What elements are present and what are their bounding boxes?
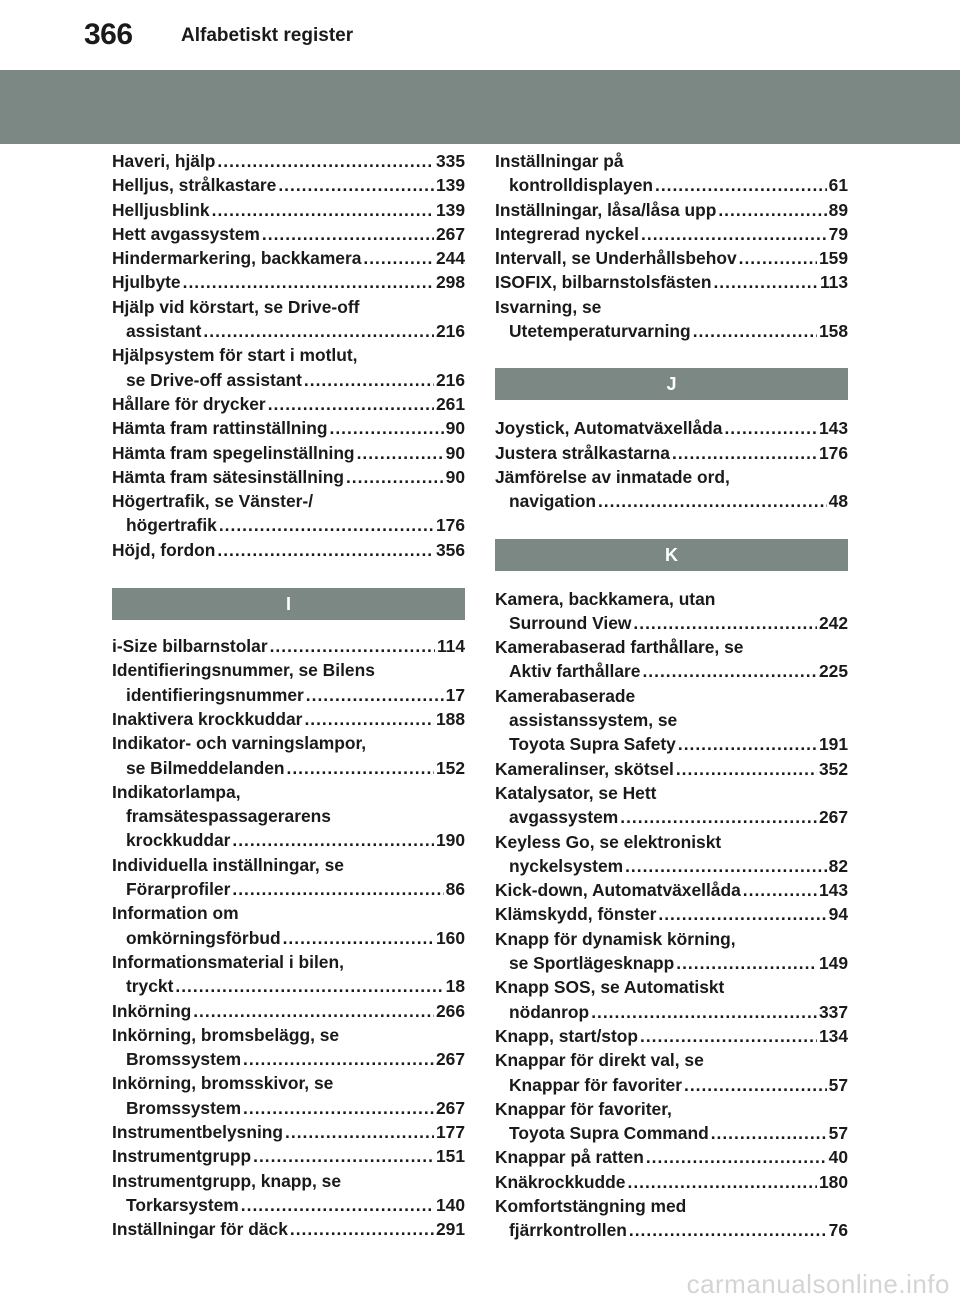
dot-leader [330, 416, 444, 440]
entry-text: Hämta fram rattinställning [112, 418, 328, 439]
index-entry [112, 149, 465, 173]
index-entry [495, 1024, 848, 1048]
index-entry [495, 198, 848, 222]
entry-text: ISOFIX, bilbarnstolsfästen [495, 272, 712, 293]
dot-leader [629, 1218, 827, 1242]
page-ref: 113 [819, 272, 848, 293]
entry-list-h [112, 149, 465, 562]
entry-text: navigation [509, 491, 596, 512]
index-entry [112, 222, 465, 246]
dot-leader [193, 999, 434, 1023]
dot-leader [363, 246, 434, 270]
entry-text: Förarprofiler [126, 879, 231, 900]
page-ref: 90 [445, 442, 465, 463]
page-ref: 159 [818, 248, 848, 269]
dot-leader [658, 902, 826, 926]
index-entry [112, 853, 465, 902]
entry-text: Integrerad nyckel [495, 223, 640, 244]
entry-text: Knappar för favoriter, [495, 1098, 672, 1119]
entry-text: nödanrop [509, 1001, 590, 1022]
index-entry [112, 246, 465, 270]
entry-text: Knappar för favoriter [509, 1074, 682, 1095]
dot-leader [672, 441, 817, 465]
dot-leader [283, 926, 434, 950]
dot-leader [743, 878, 817, 902]
entry-text: Komfortstängning med [495, 1195, 687, 1216]
entry-text: Surround View [509, 612, 632, 633]
entry-text: Information om [112, 903, 239, 924]
index-entry [495, 1048, 848, 1097]
page-ref: 335 [435, 151, 465, 171]
index-column-right [495, 149, 848, 1243]
index-entry [495, 684, 848, 757]
index-entry [495, 902, 848, 926]
entry-text: Knappar på ratten [495, 1147, 644, 1168]
page-ref: 139 [435, 199, 465, 220]
page-number: 366 [84, 18, 133, 51]
entry-text: assistanssystem, se [509, 710, 678, 731]
entry-text: Knapp, start/stop [495, 1025, 638, 1046]
entry-text: Hindermarkering, backkamera [112, 248, 362, 269]
entry-text: framsätespassagerarens [126, 806, 331, 827]
entry-text: högertrafik [126, 515, 217, 536]
page-ref: 190 [435, 830, 465, 851]
index-entry [112, 999, 465, 1023]
page-ref: 48 [828, 491, 848, 512]
page-ref: 94 [828, 904, 848, 925]
page-ref: 352 [818, 758, 848, 779]
entry-text: identifieringsnummer [126, 684, 304, 705]
page-ref: 143 [818, 418, 848, 439]
index-entry [112, 1023, 465, 1072]
dot-leader [693, 319, 817, 343]
entry-text: Hjälpsystem för start i motlut, [112, 345, 358, 366]
entry-text: avgassystem [509, 807, 619, 828]
page-ref: 90 [445, 418, 465, 439]
dot-leader [217, 149, 434, 173]
entry-list-j [495, 416, 848, 513]
entry-text: se Bilmeddelanden [126, 757, 285, 778]
index-entry [495, 1170, 848, 1194]
index-entry [112, 634, 465, 658]
entry-text: omkörningsförbud [126, 927, 281, 948]
page-ref: 266 [435, 1000, 465, 1021]
dot-leader [304, 707, 434, 731]
entry-text: Högertrafik, se Vänster-/ [112, 491, 314, 512]
letter-heading-i: I [112, 588, 465, 620]
entry-text: Inställningar, låsa/låsa upp [495, 199, 717, 220]
index-entry [495, 1145, 848, 1169]
page-ref: 143 [818, 880, 848, 901]
entry-text: Knapp SOS, se Automatiskt [495, 977, 725, 998]
entry-list-i [112, 634, 465, 1241]
entry-text: assistant [126, 321, 202, 342]
index-entry [495, 1097, 848, 1146]
index-entry [112, 1144, 465, 1168]
entry-text: Inkörning [112, 1000, 192, 1021]
entry-text: Kick-down, Automatväxellåda [495, 880, 741, 901]
entry-text: Klämskydd, fönster [495, 904, 657, 925]
index-entry [495, 222, 848, 246]
index-entry [495, 587, 848, 636]
dot-leader [346, 465, 444, 489]
page-ref: 57 [828, 1123, 848, 1144]
dot-leader [243, 1047, 434, 1071]
entry-text: Haveri, hjälp [112, 151, 216, 171]
index-entry [495, 635, 848, 684]
watermark: carmanualsonline.info [686, 1269, 950, 1299]
dot-leader [713, 270, 817, 294]
letter-heading-k: K [495, 539, 848, 571]
entry-text: Helljus, strålkastare [112, 175, 277, 196]
dot-leader [684, 1073, 827, 1097]
entry-text: Inkörning, bromsbelägg, se [112, 1024, 340, 1045]
page-ref: 76 [828, 1220, 848, 1241]
entry-text: Bromssystem [126, 1097, 242, 1118]
index-entry [495, 295, 848, 344]
entry-text: Justera strålkastarna [495, 442, 670, 463]
dot-leader [217, 538, 434, 562]
entry-text: tryckt [126, 976, 174, 997]
dot-leader [287, 756, 434, 780]
page-ref: 79 [828, 223, 848, 244]
dot-leader [640, 1024, 817, 1048]
page-ref: 140 [435, 1194, 465, 1215]
dot-leader [290, 1217, 434, 1241]
dot-leader [262, 222, 434, 246]
dot-leader [678, 732, 817, 756]
dot-leader [270, 634, 435, 658]
entry-text: Höjd, fordon [112, 539, 216, 560]
entry-text: se Sportlägesknapp [509, 953, 675, 974]
dot-leader [278, 173, 434, 197]
entry-text: kontrolldisplayen [509, 175, 653, 196]
entry-text: Toyota Supra Safety [509, 734, 676, 755]
index-entry [112, 1071, 465, 1120]
page-ref: 242 [818, 612, 848, 633]
dot-leader [625, 854, 827, 878]
index-entry [495, 781, 848, 830]
entry-text: se Drive-off assistant [126, 369, 302, 390]
page-ref: 180 [818, 1171, 848, 1192]
index-entry [112, 538, 465, 562]
entry-text: Kamerabaserad farthållare, se [495, 637, 744, 658]
page-ref: 86 [445, 879, 465, 900]
index-entry [112, 707, 465, 731]
dot-leader [718, 198, 826, 222]
index-entry [112, 198, 465, 222]
dot-leader [627, 1170, 817, 1194]
index-entry [495, 441, 848, 465]
dot-leader [598, 489, 827, 513]
index-entry [495, 830, 848, 879]
page-ref: 114 [436, 636, 465, 657]
entry-text: Hjulbyte [112, 272, 181, 293]
dot-leader [268, 392, 434, 416]
dot-leader [306, 683, 444, 707]
page-ref: 188 [435, 708, 465, 729]
entry-text: i-Size bilbarnstolar [112, 636, 268, 657]
section-title: Alfabetiskt register [181, 25, 354, 46]
entry-text: Bromssystem [126, 1049, 242, 1070]
index-entry [112, 901, 465, 950]
page-ref: 267 [435, 223, 465, 244]
entry-text: Knapp för dynamisk körning, [495, 928, 736, 949]
dot-leader [655, 173, 827, 197]
page-ref: 149 [818, 953, 848, 974]
dot-leader [219, 513, 434, 537]
dot-leader [285, 1120, 434, 1144]
dot-leader [676, 951, 817, 975]
entry-text: Intervall, se Underhållsbehov [495, 248, 737, 269]
page-ref: 267 [435, 1049, 465, 1070]
index-entry [495, 149, 848, 198]
dot-leader [243, 1096, 434, 1120]
index-entry [495, 927, 848, 976]
dot-leader [724, 416, 817, 440]
index-entry [112, 1120, 465, 1144]
index-entry [495, 757, 848, 781]
page-ref: 356 [435, 539, 465, 560]
page-ref: 176 [435, 515, 465, 536]
page-ref: 244 [435, 248, 465, 269]
index-entry [112, 658, 465, 707]
entry-text: Kameralinser, skötsel [495, 758, 674, 779]
page-ref: 18 [445, 976, 465, 997]
entry-text: Individuella inställningar, se [112, 854, 344, 875]
index-column-left [112, 149, 465, 1241]
dot-leader [232, 877, 443, 901]
dot-leader [212, 198, 434, 222]
index-entry [112, 1169, 465, 1218]
entry-text: Hämta fram spegelinställning [112, 442, 355, 463]
entry-text: Inkörning, bromsskivor, se [112, 1073, 334, 1094]
index-entry [112, 270, 465, 294]
entry-text: Jämförelse av inmatade ord, [495, 466, 730, 487]
page-ref: 267 [818, 807, 848, 828]
index-entry [495, 246, 848, 270]
entry-text: Inaktivera krockkuddar [112, 708, 303, 729]
entry-text: Hållare för drycker [112, 393, 266, 414]
entry-text: Kamera, backkamera, utan [495, 588, 716, 609]
entry-text: Knappar för direkt val, se [495, 1050, 704, 1071]
entry-list-i-cont [495, 149, 848, 343]
page-ref: 291 [435, 1219, 465, 1240]
page-ref: 160 [435, 927, 465, 948]
index-entry [112, 780, 465, 853]
dot-leader [304, 368, 434, 392]
dot-leader [642, 659, 817, 683]
index-entry [495, 975, 848, 1024]
index-entry [112, 295, 465, 344]
entry-text: fjärrkontrollen [509, 1220, 627, 1241]
page-ref: 89 [828, 199, 848, 220]
entry-text: Torkarsystem [126, 1194, 239, 1215]
entry-text: Utetemperaturvarning [509, 321, 691, 342]
dot-leader [620, 805, 817, 829]
index-entry [112, 465, 465, 489]
index-entry [112, 392, 465, 416]
entry-text: Helljusblink [112, 199, 210, 220]
entry-text: Kamerabaserade [495, 685, 636, 706]
entry-text: Hett avgassystem [112, 223, 260, 244]
entry-list-k [495, 587, 848, 1243]
entry-text: Inställningar för däck [112, 1219, 288, 1240]
index-entry [495, 1194, 848, 1243]
entry-text: Hämta fram sätesinställning [112, 466, 344, 487]
dot-leader [253, 1144, 434, 1168]
page-ref: 298 [435, 272, 465, 293]
page-ref: 261 [435, 393, 465, 414]
dot-leader [241, 1193, 434, 1217]
entry-text: Toyota Supra Command [509, 1123, 709, 1144]
page-ref: 82 [828, 855, 848, 876]
page-ref: 177 [435, 1121, 465, 1142]
entry-text: Katalysator, se Hett [495, 782, 657, 803]
index-entry [495, 270, 848, 294]
page-ref: 216 [435, 369, 465, 390]
entry-text: Identifieringsnummer, se Bilens [112, 660, 375, 681]
dot-leader [739, 246, 817, 270]
page-ref: 337 [818, 1001, 848, 1022]
page-ref: 139 [435, 175, 465, 196]
dot-leader [203, 319, 434, 343]
page-ref: 152 [435, 757, 465, 778]
header-banner [0, 70, 960, 144]
entry-text: krockkuddar [126, 830, 231, 851]
dot-leader [232, 828, 434, 852]
page-ref: 61 [828, 175, 848, 196]
entry-text: Inställningar på [495, 151, 624, 171]
page-ref: 191 [818, 734, 848, 755]
entry-text: Indikator- och varningslampor, [112, 733, 367, 754]
index-entry [112, 416, 465, 440]
index-entry [112, 1217, 465, 1241]
page-ref: 40 [828, 1147, 848, 1168]
entry-text: Indikatorlampa, [112, 781, 241, 802]
entry-text: Isvarning, se [495, 296, 602, 317]
index-entry [112, 489, 465, 538]
index-entry [112, 731, 465, 780]
index-entry [495, 416, 848, 440]
entry-text: nyckelsystem [509, 855, 624, 876]
dot-leader [711, 1121, 827, 1145]
page-ref: 57 [828, 1074, 848, 1095]
dot-leader [183, 270, 434, 294]
page-ref: 134 [818, 1025, 848, 1046]
page-ref: 151 [435, 1146, 465, 1167]
dot-leader [641, 222, 827, 246]
page-ref: 158 [818, 321, 848, 342]
dot-leader [633, 611, 817, 635]
entry-text: Hjälp vid körstart, se Drive-off [112, 296, 360, 317]
page-ref: 17 [445, 684, 465, 705]
entry-text: Joystick, Automatväxellåda [495, 418, 723, 439]
index-entry [495, 878, 848, 902]
entry-text: Informationsmaterial i bilen, [112, 951, 344, 972]
page-ref: 90 [445, 466, 465, 487]
letter-heading-j: J [495, 368, 848, 400]
page-ref: 216 [435, 321, 465, 342]
page-header [0, 0, 960, 66]
page-ref: 267 [435, 1097, 465, 1118]
entry-text: Aktiv farthållare [509, 661, 641, 682]
index-entry [112, 343, 465, 392]
page-ref: 176 [818, 442, 848, 463]
entry-text: Instrumentgrupp [112, 1146, 252, 1167]
index-entry [495, 465, 848, 514]
index-entry [112, 441, 465, 465]
dot-leader [646, 1145, 827, 1169]
dot-leader [175, 974, 443, 998]
entry-text: Instrumentbelysning [112, 1121, 284, 1142]
dot-leader [357, 441, 444, 465]
dot-leader [591, 1000, 817, 1024]
dot-leader [676, 757, 817, 781]
page-ref: 225 [818, 661, 848, 682]
index-entry [112, 950, 465, 999]
entry-text: Keyless Go, se elektroniskt [495, 831, 722, 852]
entry-text: Knäkrockkudde [495, 1171, 626, 1192]
entry-text: Instrumentgrupp, knapp, se [112, 1170, 341, 1191]
index-entry [112, 173, 465, 197]
